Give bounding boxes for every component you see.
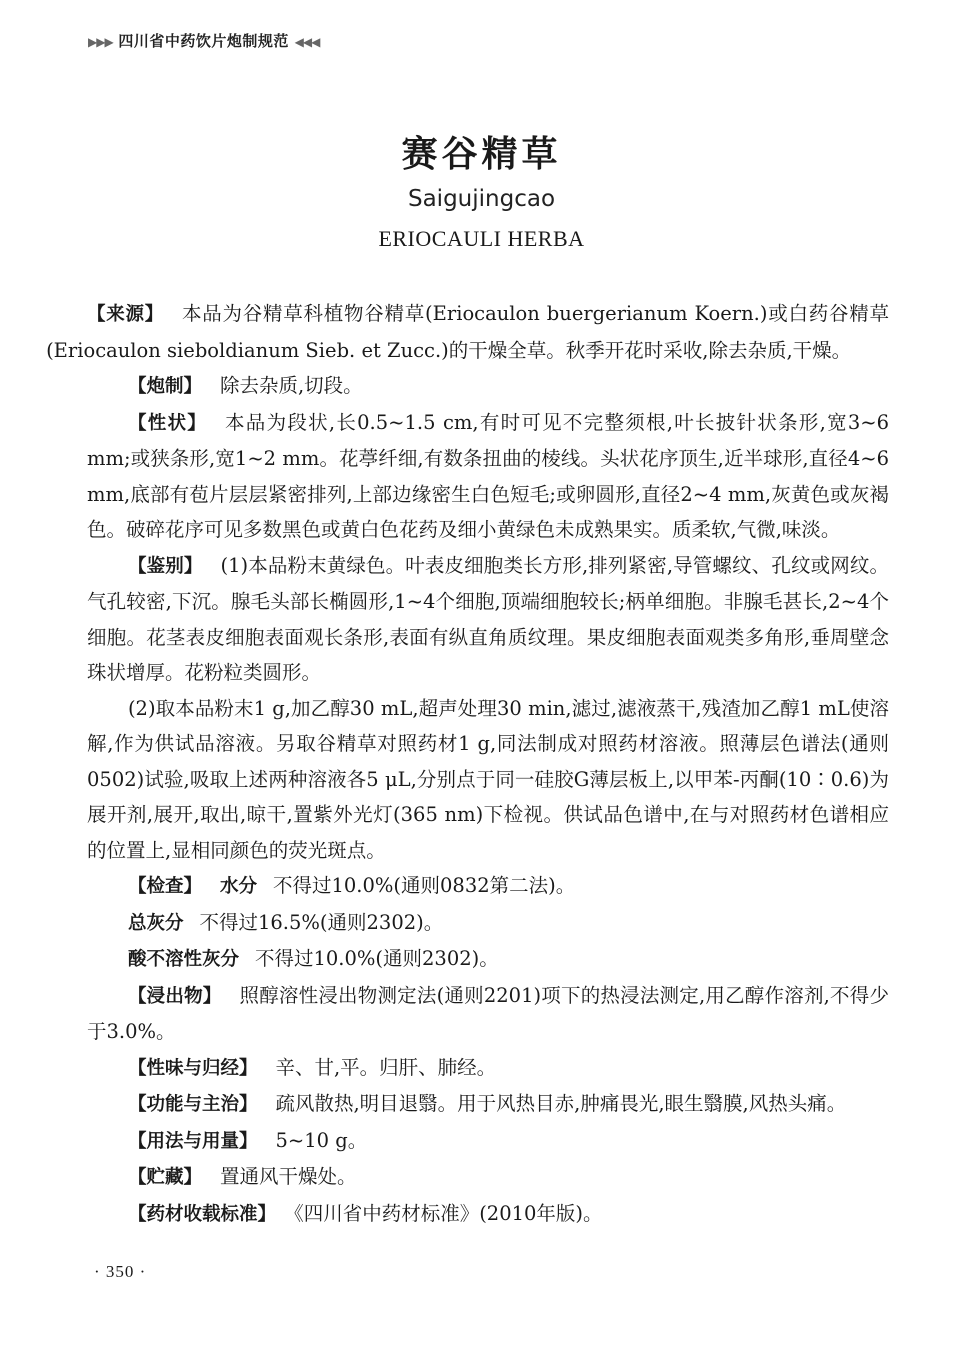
section-inspection-total-ash xyxy=(87,905,889,942)
extract-text: 照醇溶性浸出物测定法(通则2201)项下的热浸法测定,用乙醇作溶剂,不得少于3.0%。 xyxy=(87,983,889,1043)
moisture-label: 水分 xyxy=(219,876,257,897)
section-inspection-moisture xyxy=(87,868,889,905)
standard-text: 《四川省中药材标准》(2010年版)。 xyxy=(293,1201,603,1225)
total-ash-label: 总灰分 xyxy=(127,912,184,934)
acid-ash-label: 酸不溶性灰分 xyxy=(127,949,239,970)
acid-ash-text: 不得过10.0%(通则2302)。 xyxy=(254,947,499,970)
section-extract xyxy=(87,978,889,1050)
section-identification-1 xyxy=(87,548,889,691)
section-processing xyxy=(87,368,889,405)
nature-label: 【性味与归经】 xyxy=(127,1057,258,1079)
usage-text: 5~10 g。 xyxy=(275,1128,368,1152)
identification-label: 【鉴别】 xyxy=(127,555,203,577)
storage-label: 【贮藏】 xyxy=(127,1167,202,1188)
function-label: 【功能与主治】 xyxy=(127,1094,258,1115)
section-inspection-acid-ash xyxy=(87,941,889,978)
section-source xyxy=(46,296,889,368)
running-title: 四川省中药饮片炮制规范 xyxy=(118,32,289,50)
section-storage xyxy=(87,1159,889,1196)
usage-label: 【用法与用量】 xyxy=(127,1130,258,1152)
page-title: 赛谷精草 xyxy=(401,133,562,175)
total-ash-text: 不得过16.5%(通则2302)。 xyxy=(199,910,444,934)
title-latin: ERIOCAULI HERBA xyxy=(378,226,585,251)
running-header xyxy=(88,30,319,51)
identification-text-2: (2)取本品粉末1 g,加乙醇30 mL,超声处理30 min,滤过,滤液蒸干,残渣加乙醇1 mL使溶解,作为供试品溶液。另取谷精草对照药材1 g,同法制成对照药材溶液。照薄层色谱法(通则0502)试验,吸取上述两种溶液各5 μL,分别点于同一硅胶G薄层板上,以甲苯-丙酮(10∶0.6)为展开剂,展开,取出,晾干,置紫外光灯(365 nm)下检视。供试品色谱中,在与对照药材色谱相应的位置上,显相同颜色的荧光斑点。 xyxy=(87,696,889,862)
source-text: 本品为谷精草科植物谷精草(Eriocaulon buergerianum Koern.)或白药谷精草(Eriocaulon sieboldianum Sieb. et Zucc.)的干燥全草。秋季开花时采收,除去杂质,干燥。 xyxy=(46,302,889,362)
function-text: 疏风散热,明目退翳。用于风热目赤,肿痛畏光,眼生翳膜,风热头痛。 xyxy=(275,1092,847,1115)
page-number: · 350 · xyxy=(94,1262,147,1281)
monograph-body xyxy=(46,296,889,1232)
section-function xyxy=(87,1086,889,1123)
storage-text: 置通风干燥处。 xyxy=(219,1165,357,1188)
moisture-text: 不得过10.0%(通则0832第二法)。 xyxy=(272,874,576,897)
arrow-right-marks-icon: ▶▶▶ xyxy=(88,35,113,49)
characteristics-text: 本品为段状,长0.5~1.5 cm,有时可见不完整须根,叶长披针状条形,宽3~6 mm;或狭条形,宽1~2 mm。花葶纤细,有数条扭曲的棱线。头状花序顶生,近半球形,直径4~6 mm,底部有苞片层层紧密排列,上部边缘密生白色短毛;或卵圆形,直径2~4 mm,灰黄色或灰褐色。破碎花序可见多数黑色或黄白色花药及细小黄绿色未成熟果实。质柔软,气微,味淡。 xyxy=(87,410,889,541)
processing-label: 【炮制】 xyxy=(127,376,202,397)
section-identification-2 xyxy=(87,691,889,869)
standard-label: 【药材收载标准】 xyxy=(127,1203,276,1225)
title-block xyxy=(0,130,963,254)
processing-text: 除去杂质,切段。 xyxy=(219,374,363,397)
arrow-left-marks-icon: ◀◀◀ xyxy=(294,35,320,49)
section-standard xyxy=(87,1196,889,1233)
source-label: 【来源】 xyxy=(87,304,165,325)
section-characteristics xyxy=(87,405,889,548)
section-usage xyxy=(87,1123,889,1160)
characteristics-label: 【性状】 xyxy=(127,412,208,434)
section-nature xyxy=(87,1050,889,1087)
identification-text-1: (1)本品粉末黄绿色。叶表皮细胞类长方形,排列紧密,导管螺纹、孔纹或网纹。气孔较密,下沉。腺毛头部长椭圆形,1~4个细胞,顶端细胞较长;柄单细胞。非腺毛甚长,2~4个细胞。花茎表皮细胞表面观长条形,表面有纵直角质纹理。果皮细胞表面观类多角形,垂周壁念珠状增厚。花粉粒类圆形。 xyxy=(87,553,889,684)
title-pinyin: Saigujingcao xyxy=(407,186,556,212)
inspection-label: 【检查】 xyxy=(127,876,202,897)
extract-label: 【浸出物】 xyxy=(127,985,222,1007)
nature-text: 辛、甘,平。归肝、肺经。 xyxy=(275,1055,497,1079)
